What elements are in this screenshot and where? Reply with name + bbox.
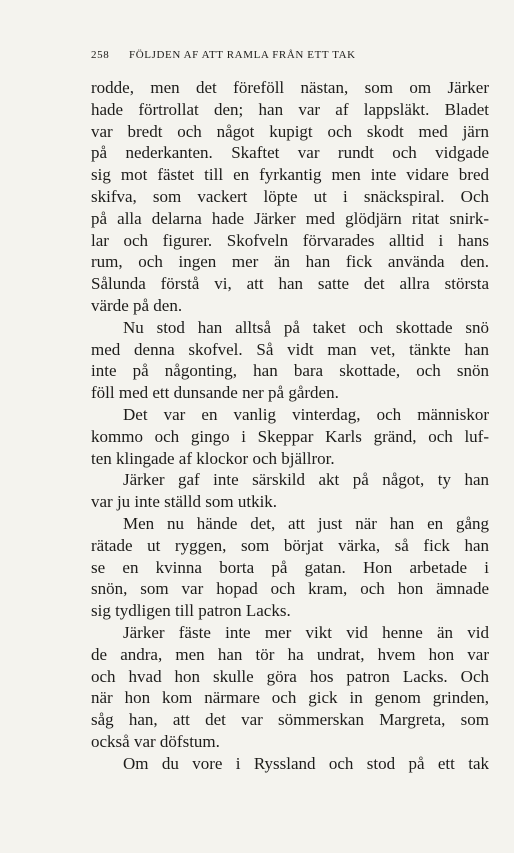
text-line: Nu stod han alltså på taket och skottade snö — [123, 317, 489, 337]
text-line: se en kvinna borta på gatan. Hon arbetade i — [91, 557, 489, 577]
text-line: med denna skofvel. Så vidt man vet, tänkte han — [91, 339, 489, 359]
text-line: såg han, att det var sömmerskan Margreta, som — [91, 710, 489, 730]
text-line: hade förtrollat den; han var af lappsläkt. Bladet — [91, 99, 489, 119]
text-line: rodde, men det föreföll nästan, som om Järker — [91, 78, 489, 97]
text-line: när hon kom närmare och gick in genom grinden, — [91, 688, 489, 708]
text-line: sig mot fästet till en fyrkantig men inte vidare bred — [91, 165, 489, 185]
page-number: 258 — [91, 49, 110, 61]
text-line: och hvad hon skulle göra hos patron Lacks. Och — [91, 666, 489, 686]
text-line: snön, som var hopad och kram, och hon ämnade — [91, 579, 489, 599]
text-line: lar och figurer. Skofveln förvarades alltid i hans — [91, 230, 489, 250]
text-line: var bredt och något kupigt och skodt med järn — [91, 121, 489, 141]
text-line: Det var en vanlig vinterdag, och människor — [123, 404, 489, 424]
text-line: också var döfstum. — [91, 731, 220, 751]
text-line: rum, och ingen mer än han fick använda den. — [91, 252, 489, 272]
text-line: de andra, men han tör ha undrat, hvem hon var — [91, 644, 489, 664]
text-line: på alla delarna hade Järker med glödjärn ritat snirk- — [91, 208, 489, 228]
text-line: sig tydligen till patron Lacks. — [91, 601, 291, 621]
text-line: på nederkanten. Skaftet var rundt och vidgade — [91, 143, 489, 163]
text-line: Järker gaf inte särskild akt på något, ty han — [123, 470, 489, 490]
text-line: skifva, som vackert löpte ut i snäckspiral. Och — [91, 186, 489, 206]
text-line: Men nu hände det, att just när han en gång — [123, 513, 489, 533]
text-line: rätade ut ryggen, som börjat värka, så fick han — [91, 535, 489, 555]
text-line: föll med ett dunsande ner på gården. — [91, 383, 339, 403]
text-line: Om du vore i Ryssland och stod på ett tak — [123, 753, 489, 773]
text-line: Järker fäste inte mer vikt vid henne än vid — [123, 622, 489, 642]
text-line: värde på den. — [91, 295, 183, 315]
text-line: ten klingade af klockor och bjällror. — [91, 448, 335, 468]
text-line: kommo och gingo i Skeppar Karls gränd, och luf- — [91, 426, 489, 446]
text-line: inte på någonting, han bara skottade, och snön — [91, 361, 489, 381]
text-line: Sålunda förstå vi, att han satte det allra största — [91, 274, 489, 294]
text-line: var ju inte ställd som utkik. — [91, 492, 278, 512]
running-title: FÖLJDEN AF ATT RAMLA FRÅN ETT TAK — [129, 49, 356, 61]
body-text — [91, 77, 489, 775]
